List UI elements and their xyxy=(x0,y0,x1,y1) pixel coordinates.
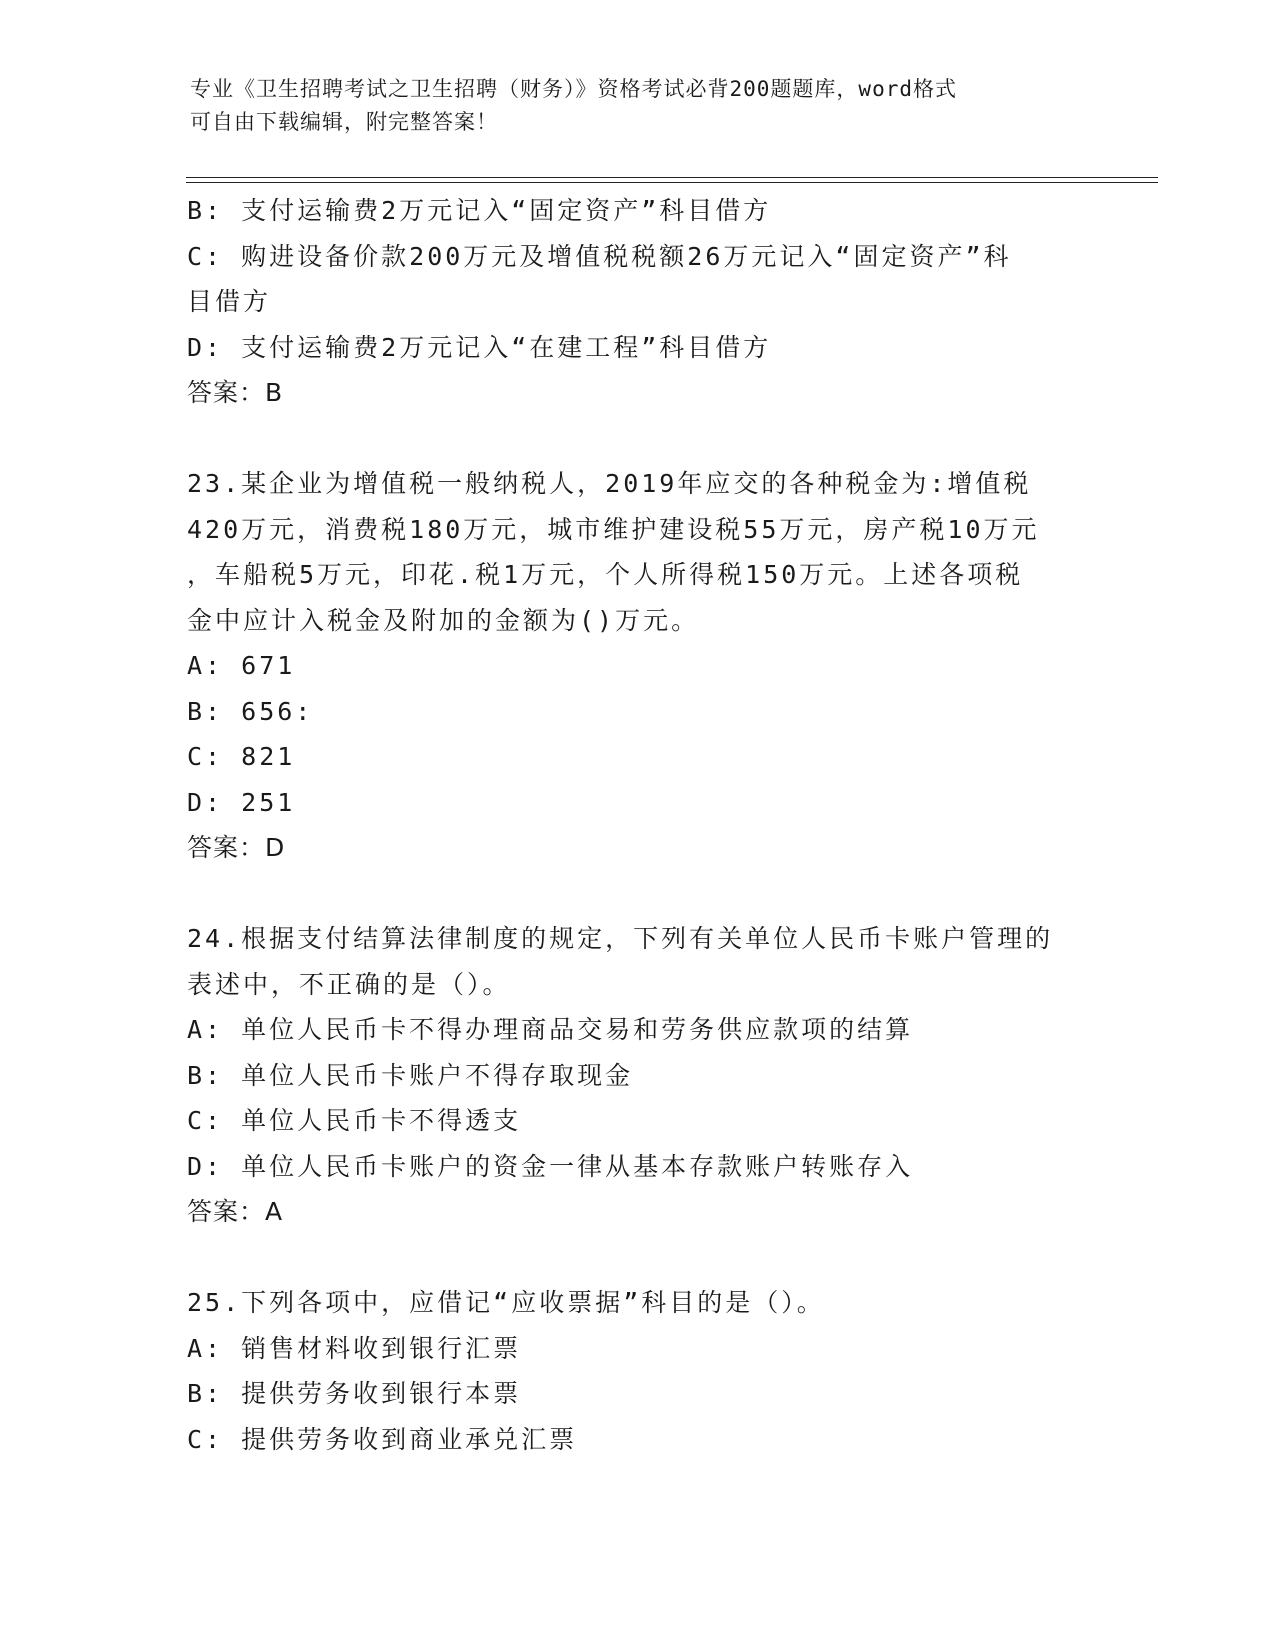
answer: 答案：A xyxy=(187,1197,284,1226)
spacer xyxy=(187,871,1087,917)
option-d: D: 单位人民币卡账户的资金一律从基本存款账户转账存入 xyxy=(187,1151,914,1181)
question-content xyxy=(187,188,1087,1462)
spacer xyxy=(187,416,1087,462)
option-a: A: 单位人民币卡不得办理商品交易和劳务供应款项的结算 xyxy=(187,1015,914,1044)
option-c-line-2: 目借方 xyxy=(187,287,272,316)
question-23 xyxy=(187,461,1087,871)
question-stem-line-1: 25.下列各项中，应借记“应收票据”科目的是（）。 xyxy=(187,1288,825,1317)
question-22 xyxy=(187,188,1087,416)
answer: 答案：D xyxy=(187,833,286,862)
question-stem-line-1: 24.根据支付结算法律制度的规定，下列有关单位人民币卡账户管理的 xyxy=(187,924,1054,953)
option-d: D: 支付运输费2万元记入“在建工程”科目借方 xyxy=(187,332,772,362)
document-header xyxy=(190,73,1090,139)
question-stem-line-4: 金中应计入税金及附加的金额为()万元。 xyxy=(187,605,700,635)
option-c-line-1: C: 购进设备价款200万元及增值税税额26万元记入“固定资产”科 xyxy=(187,241,1012,271)
question-stem-line-1: 23.某企业为增值税一般纳税人，2019年应交的各种税金为:增值税 xyxy=(187,469,1032,498)
option-d: D: 251 xyxy=(187,787,296,817)
option-a: A: 销售材料收到银行汇票 xyxy=(187,1333,522,1363)
option-c: C: 821 xyxy=(187,742,296,771)
question-25 xyxy=(187,1280,1087,1462)
answer: 答案：B xyxy=(187,378,284,407)
question-24 xyxy=(187,916,1087,1235)
header-line-2: 可自由下载编辑，附完整答案！ xyxy=(190,110,498,134)
option-b: B: 656: xyxy=(187,696,314,726)
option-b: B: 提供劳务收到银行本票 xyxy=(187,1379,522,1408)
header-divider-bottom xyxy=(186,182,1158,183)
option-c: C: 提供劳务收到商业承兑汇票 xyxy=(187,1424,578,1454)
option-b: B: 支付运输费2万元记入“固定资产”科目借方 xyxy=(187,196,772,225)
question-stem-line-2: 表述中，不正确的是（）。 xyxy=(187,969,511,999)
option-c: C: 单位人民币卡不得透支 xyxy=(187,1106,522,1135)
spacer xyxy=(187,1235,1087,1281)
header-divider-top xyxy=(186,177,1158,178)
header-line-1: 专业《卫生招聘考试之卫生招聘（财务）》资格考试必背200题题库，word格式 xyxy=(190,77,957,101)
question-stem-line-3: ，车船税5万元，印花.税1万元，个人所得税150万元。上述各项税 xyxy=(187,560,1024,589)
option-a: A: 671 xyxy=(187,651,296,680)
question-stem-line-2: 420万元，消费税180万元，城市维护建设税55万元，房产税10万元 xyxy=(187,514,1040,544)
option-b: B: 单位人民币卡账户不得存取现金 xyxy=(187,1060,634,1090)
